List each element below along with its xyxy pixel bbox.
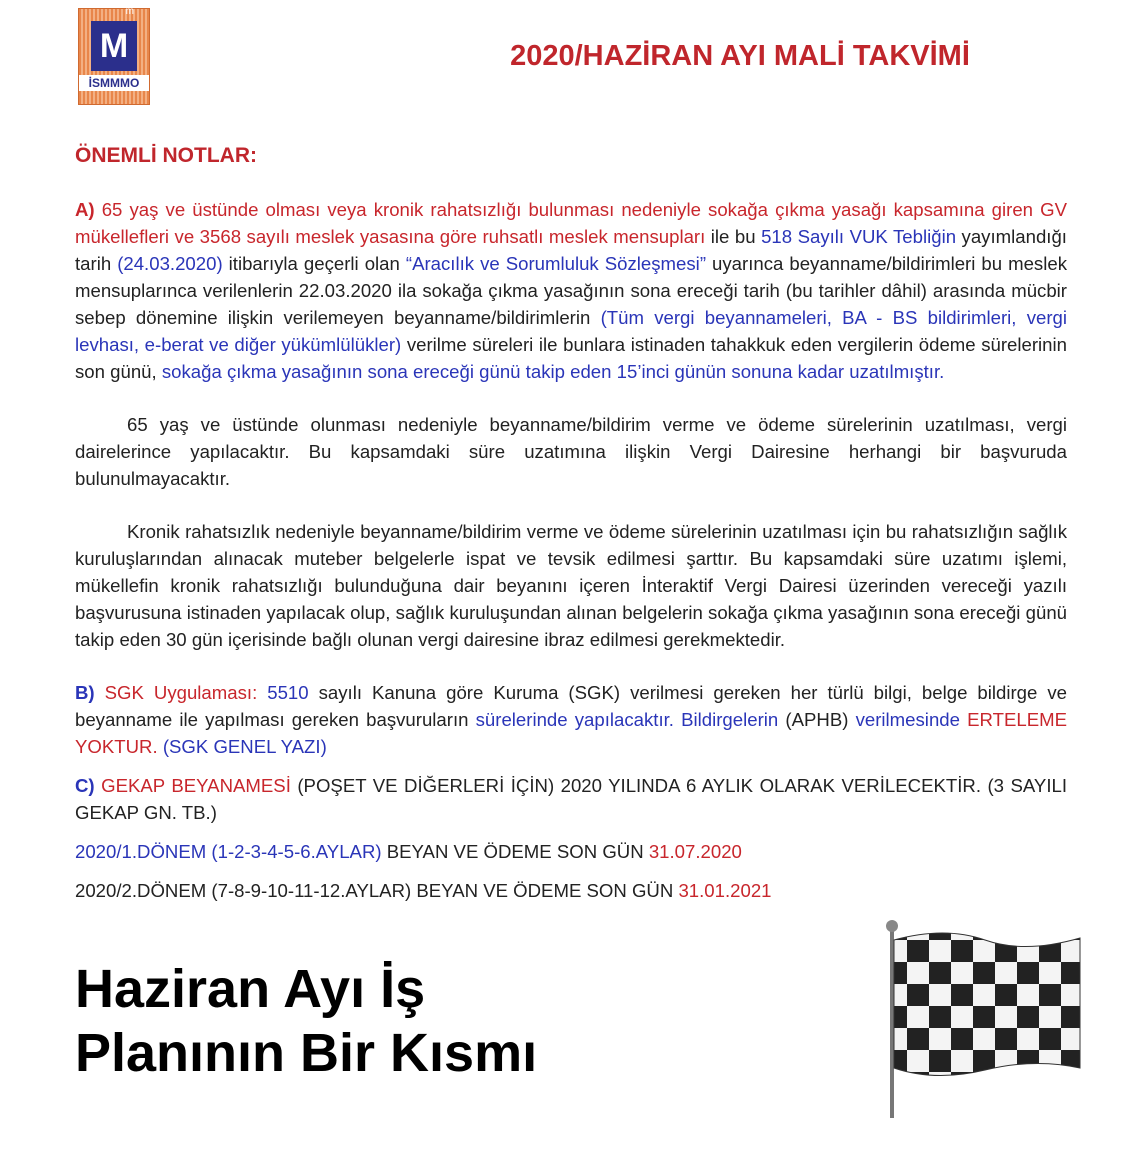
logo-letter: M (99, 27, 129, 65)
text-segment: Kronik rahatsızlık nedeniyle beyanname/bildirim verme ve ödeme sürelerinin uzatılması için bu rahatsızlığın sağlık kuruluşlarından alınacak muteber belgelerle ispat ve tevsik edilmesi şarttır. Bu kapsamdaki süre uzatımı işlemi, mükellefin kronik rahatsızlığı bulunduğuna dair beyanını içeren İnteraktif Vergi Dairesi üzerinden vereceği yazılı başvurusuna istinaden yapılacak olup, sağlık kuruluşundan alınan belgelerin sokağa çıkma yasağının sona ereceği günü takip eden 30 gün içerisinde bağlı olunan vergi dairesine ibraz edilmesi gerekmektedir. (75, 521, 1067, 650)
watermark-line-2: Planının Bir Kısmı (75, 1022, 538, 1083)
paragraph-a (75, 196, 1067, 385)
page-title: 2020/HAZİRAN AYI MALİ TAKVİMİ (510, 40, 970, 72)
period-2-line (75, 877, 1067, 904)
text-segment: (Tüm vergi beyannameleri, BA - BS bildirimleri, vergi levhası, e-berat ve diğer yükümlülükler) (75, 307, 1068, 355)
text-segment: 518 Sayılı VUK Tebliğin (761, 226, 957, 247)
text-segment: 65 yaş ve üstünde olması veya kronik rahatsızlığı bulunması nedeniyle sokağa çıkma yasağı kapsamına giren GV mükellefleri ve 3568 sayılı meslek yasasına göre ruhsatlı meslek mensupları (75, 199, 1067, 247)
text-segment: yayımlandığı tarih (75, 226, 1067, 274)
text-segment: 65 yaş ve üstünde olunması nedeniyle beyanname/bildirim verme ve ödeme sürelerinin uzatılması, vergi dairelerince yapılacaktır. Bu kapsamdaki süre uzatımına ilişkin Vergi Dairesine herhangi bir başvuruda bulunulmayacaktır. (75, 414, 1067, 489)
text-segment: (POŞET VE DİĞERLERİ İÇİN) 2020 YILINDA 6 AYLIK OLARAK VERİLECEKTİR. (3 SAYILI GEKAP GN. TB.) (75, 775, 1068, 823)
paragraph-c (75, 772, 1067, 826)
text-segment: A) (75, 199, 102, 220)
text-segment: 31.07.2020 (648, 841, 742, 862)
paragraph-65-age (75, 411, 1067, 492)
text-segment: 31.01.2021 (678, 880, 772, 901)
text-segment: ERTELEME YOKTUR. (75, 709, 1068, 757)
period-1-line (75, 838, 1067, 865)
text-segment: “Aracılık ve Sorumluluk Sözleşmesi” (405, 253, 707, 274)
text-segment: B) (75, 682, 105, 703)
section-heading: ÖNEMLİ NOTLAR: (75, 144, 257, 167)
text-segment: C) (75, 775, 102, 796)
paragraph-chronic (75, 518, 1067, 653)
text-segment: ile bu (705, 226, 762, 247)
text-segment: 2020/1.DÖNEM (1-2-3-4-5-6.AYLAR) (75, 841, 382, 862)
watermark (75, 957, 537, 1085)
paragraph-b (75, 679, 1067, 760)
text-segment: GEKAP BEYANAMESİ (101, 775, 291, 796)
text-segment: BEYAN VE ÖDEME SON GÜN (381, 841, 649, 862)
text-segment: (APHB) (778, 709, 856, 730)
text-segment: verilme süreleri ile bunlara istinaden tahakkuk eden vergilerin ödeme sürelerinin son günü, (75, 334, 1067, 382)
text-segment: SGK Uygulaması: (104, 682, 268, 703)
text-segment: sürelerinde yapılacaktır. Bildirgelerin (475, 709, 779, 730)
text-segment: sokağa çıkma yasağının sona ereceği günü takip eden 15’inci günün sonuna kadar uzatılmıştır. (161, 361, 945, 382)
text-segment: verilmesinde (855, 709, 968, 730)
text-segment: 2020/2.DÖNEM (7-8-9-10-11-12.AYLAR) BEYAN VE ÖDEME SON GÜN (75, 880, 679, 901)
bottom-area (75, 918, 1085, 1123)
text-segment: sayılı Kanuna göre Kuruma (SGK) verilmesi gereken her türlü bilgi, belge bildirge ve beyanname ile yapılması gereken başvuruların (75, 682, 1067, 730)
checkered-flag-icon (885, 918, 1085, 1123)
text-segment: itibarıyla geçerli olan (222, 253, 406, 274)
text-segment: (SGK GENEL YAZI) (157, 736, 327, 757)
logo-sup: m (125, 6, 134, 17)
text-segment: 5510 (267, 682, 309, 703)
watermark-line-1: Haziran Ayı İş (75, 958, 426, 1019)
text-segment: uyarınca beyanname/bildirimleri bu meslek mensuplarınca verilenlerin 22.03.2020 ila sokağa çıkma yasağının sona ereceği tarih (bu tarihler dâhil) arasında mücbir sebep dönemine ilişkin verilemeyen beyanname/bildirimlerin (75, 253, 1067, 328)
logo-name: İSMMMO (79, 75, 149, 91)
header (0, 0, 1125, 130)
text-segment: (24.03.2020) (117, 253, 223, 274)
ismmmo-logo (78, 8, 150, 105)
